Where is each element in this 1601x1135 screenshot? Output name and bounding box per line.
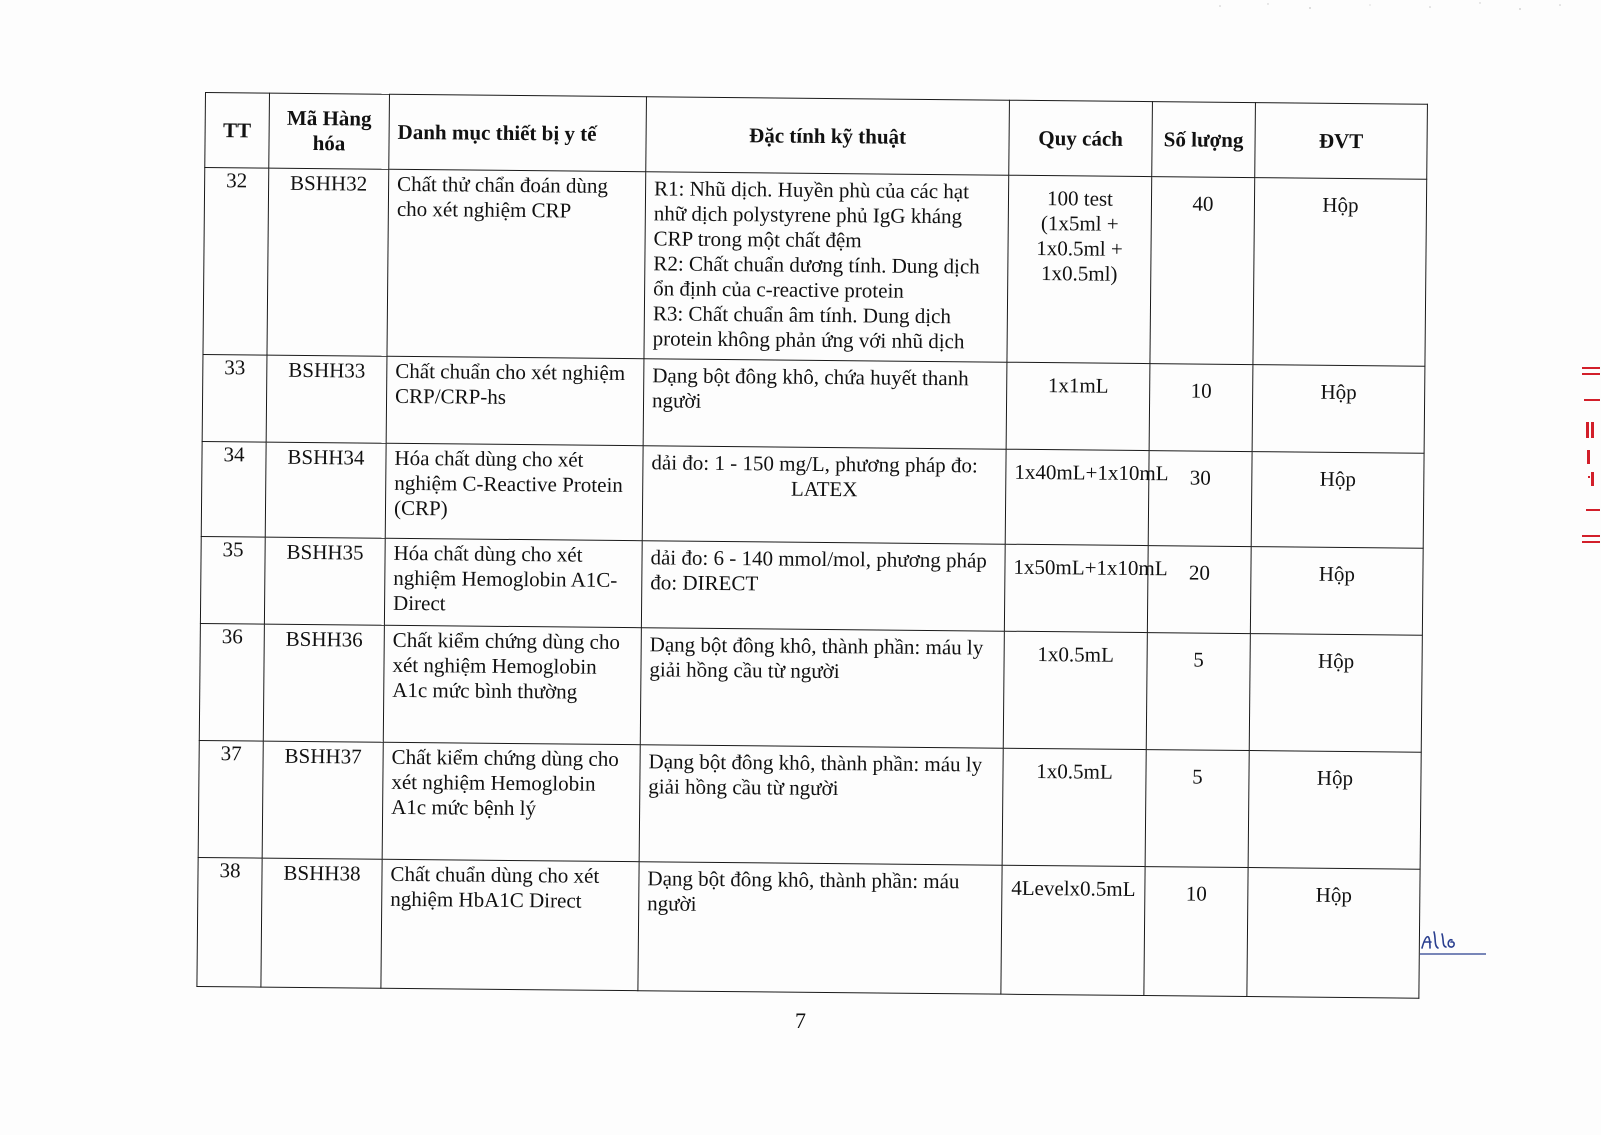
row-specs: Dạng bột đông khô, thành phần: máu ly giải hồng cầu từ người <box>640 628 1004 748</box>
header-specs: Đặc tính kỹ thuật <box>646 97 1010 175</box>
handwritten-initials <box>1418 926 1488 960</box>
equipment-table <box>196 92 1428 999</box>
row-name: Chất kiểm chứng dùng cho xét nghiệm Hemoglobin A1c mức bệnh lý <box>382 742 640 861</box>
row-quantity: 5 <box>1146 633 1250 751</box>
row-quantity: 40 <box>1150 177 1255 365</box>
row-packing: 1x40mL+1x10mL <box>1005 449 1149 545</box>
row-unit: Hộp <box>1252 365 1425 454</box>
row-name: Chất chuẩn dùng cho xét nghiệm HbA1C Direct <box>381 859 639 990</box>
row-code: BSHH38 <box>261 858 382 988</box>
header-tt: TT <box>205 93 270 169</box>
row-unit: Hộp <box>1251 452 1424 549</box>
row-code: BSHH33 <box>266 355 387 443</box>
table-row <box>199 623 1422 752</box>
row-quantity: 30 <box>1148 451 1252 547</box>
row-quantity: 10 <box>1149 364 1253 452</box>
row-specs-line-1: dải đo: 1 - 150 mg/L, phương pháp đo: <box>651 450 978 478</box>
margin-stamp-fragment <box>1578 360 1600 560</box>
row-name: Hóa chất dùng cho xét nghiệm C-Reactive Protein (CRP) <box>385 443 643 540</box>
row-name: Chất chuẩn cho xét nghiệm CRP/CRP-hs <box>386 356 644 445</box>
header-code: Mã Hàng hóa <box>269 93 390 169</box>
row-quantity: 5 <box>1145 750 1249 868</box>
table-row <box>203 168 1427 367</box>
table-row <box>197 857 1420 998</box>
row-code: BSHH35 <box>264 537 385 625</box>
row-specs: dải đo: 6 - 140 mmol/mol, phương pháp đo: DIRECT <box>641 541 1005 631</box>
table-row <box>198 740 1421 869</box>
row-tt: 35 <box>200 536 265 624</box>
page-number: 7 <box>795 1008 806 1033</box>
table-header-row <box>205 93 1428 180</box>
row-specs: Dạng bột đông khô, thành phần: máu ly giải hồng cầu từ người <box>639 745 1003 865</box>
row-name: Hóa chất dùng cho xét nghiệm Hemoglobin A1C-Direct <box>384 538 642 627</box>
table-row <box>202 354 1425 453</box>
row-tt: 32 <box>203 168 269 356</box>
row-tt: 34 <box>201 441 266 537</box>
row-unit: Hộp <box>1247 868 1420 999</box>
row-packing: 4Levelx0.5mL <box>1001 865 1145 995</box>
equipment-table-wrapper <box>196 92 1427 999</box>
row-code: BSHH37 <box>262 741 383 859</box>
row-specs: Dạng bột đông khô, thành phần: máu người <box>638 862 1002 994</box>
row-tt: 37 <box>198 740 263 858</box>
row-packing: 1x0.5mL <box>1003 631 1147 749</box>
row-unit: Hộp <box>1250 547 1423 636</box>
row-unit: Hộp <box>1248 751 1421 870</box>
row-packing: 1x1mL <box>1006 362 1150 450</box>
row-code: BSHH32 <box>267 168 389 356</box>
row-specs: R1: Nhũ dịch. Huyền phù của các hạt nhữ dịch polystyrene phủ IgG kháng CRP trong một chất đệm R2: Chất chuẩn dương tính. Dung dịch ổn định của c-reactive protein R3: Chất chuẩn âm tính. Dung dịch protein không phản ứng với nhũ dịch <box>644 172 1009 362</box>
table-row <box>200 536 1423 635</box>
scan-artifact <box>1180 0 1601 16</box>
row-unit: Hộp <box>1249 634 1422 753</box>
row-specs-line-2: LATEX <box>790 476 858 502</box>
row-specs <box>642 446 1006 544</box>
row-name: Chất kiểm chứng dùng cho xét nghiệm Hemoglobin A1c mức bình thường <box>383 625 641 744</box>
row-tt: 36 <box>199 623 264 741</box>
row-tt: 38 <box>197 857 262 987</box>
row-tt: 33 <box>202 354 267 442</box>
header-unit: ĐVT <box>1255 103 1428 180</box>
row-quantity: 20 <box>1147 546 1251 634</box>
row-packing: 100 test (1x5ml + 1x0.5ml + 1x0.5ml) <box>1007 175 1152 363</box>
row-unit: Hộp <box>1253 178 1427 367</box>
table-row <box>201 441 1424 548</box>
row-code: BSHH36 <box>263 624 384 742</box>
row-code: BSHH34 <box>265 442 386 538</box>
row-specs: Dạng bột đông khô, chứa huyết thanh người <box>643 359 1007 449</box>
row-packing: 1x0.5mL <box>1002 748 1146 866</box>
header-quantity: Số lượng <box>1152 102 1256 178</box>
header-packing: Quy cách <box>1009 100 1153 176</box>
row-quantity: 10 <box>1144 867 1248 997</box>
header-category: Danh mục thiết bị y tế <box>389 94 647 171</box>
row-name: Chất thử chẩn đoán dùng cho xét nghiệm CRP <box>387 169 646 358</box>
row-packing: 1x50mL+1x10mL <box>1004 544 1148 632</box>
